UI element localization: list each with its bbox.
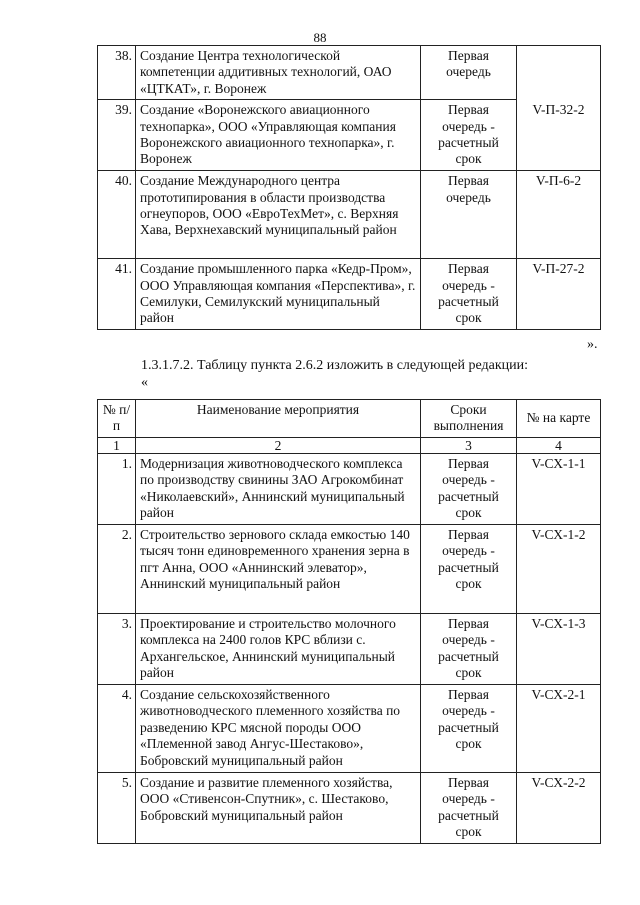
row-number: 41. — [98, 259, 136, 330]
row-term: Первая очередь - расчетный срок — [421, 454, 517, 525]
row-term: Первая очередь - расчетный срок — [421, 614, 517, 685]
row-term: Первая очередь - расчетный срок — [421, 685, 517, 773]
table-measures — [97, 399, 601, 844]
row-name: Создание Международного центра прототипирования в области производства огнеупоров, ООО «ЕвроТехМет», с. Верхняя Хава, Верхнехавский муниципальный район — [136, 171, 421, 259]
row-term: Первая очередь - расчетный срок — [421, 259, 517, 330]
paragraph-text: 1.3.1.7.2. Таблицу пункта 2.6.2 изложить в следующей редакции: — [141, 358, 529, 373]
row-code — [517, 46, 601, 171]
header-num: № п/п — [98, 400, 136, 438]
table-row — [98, 685, 601, 773]
table-continuation — [97, 45, 601, 330]
row-name: Создание и развитие племенного хозяйства, ООО «Стивенсон-Спутник», с. Шестаково, Бобровский муниципальный район — [136, 773, 421, 844]
row-code: V-П-6-2 — [517, 171, 601, 259]
table-row — [98, 454, 601, 525]
row-number: 5. — [98, 773, 136, 844]
row-name: Модернизация животноводческого комплекса по производству свинины ЗАО Агрокомбинат «Николаевский», Аннинский муниципальный район — [136, 454, 421, 525]
row-term: Первая очередь — [421, 46, 517, 100]
row-code: V-СХ-2-2 — [517, 773, 601, 844]
table-row — [98, 773, 601, 844]
table-header-row — [98, 400, 601, 438]
row-number: 3. — [98, 614, 136, 685]
table-row — [98, 171, 601, 259]
index-cell: 3 — [421, 438, 517, 454]
row-number: 40. — [98, 171, 136, 259]
header-term: Сроки выполнения — [421, 400, 517, 438]
table-row — [98, 614, 601, 685]
row-term: Первая очередь - расчетный срок — [421, 773, 517, 844]
row-term: Первая очередь — [421, 171, 517, 259]
index-cell: 4 — [517, 438, 601, 454]
row-term: Первая очередь - расчетный срок — [421, 525, 517, 614]
row-code-text: V-П-32-2 — [532, 101, 585, 117]
index-cell: 1 — [98, 438, 136, 454]
row-code: V-СХ-1-2 — [517, 525, 601, 614]
row-term: Первая очередь - расчетный срок — [421, 100, 517, 171]
opening-quote: « — [141, 375, 148, 390]
table-row — [98, 46, 601, 100]
table-row — [98, 525, 601, 614]
closing-quote: ». — [587, 337, 598, 352]
row-name: Создание сельскохозяйственного животноводческого племенного хозяйства по разведению КРС мясной породы ООО «Племенной завод Ангус-Шестаково», Бобровский муниципальный район — [136, 685, 421, 773]
row-number: 39. — [98, 100, 136, 171]
row-number: 1. — [98, 454, 136, 525]
row-code: V-СХ-1-3 — [517, 614, 601, 685]
row-name: Создание промышленного парка «Кедр-Пром», ООО Управляющая компания «Перспектива», г. Семилуки, Семилукский муниципальный район — [136, 259, 421, 330]
page-number: 88 — [313, 30, 327, 45]
index-cell: 2 — [136, 438, 421, 454]
row-code: V-П-27-2 — [517, 259, 601, 330]
row-name: Проектирование и строительство молочного комплекса на 2400 голов КРС вблизи с. Архангельское, Аннинский муниципальный район — [136, 614, 421, 685]
row-number: 2. — [98, 525, 136, 614]
row-number: 4. — [98, 685, 136, 773]
row-name: Создание «Воронежского авиационного технопарка», ООО «Управляющая компания Воронежского авиационного технопарка», г. Воронеж — [136, 100, 421, 171]
table-row — [98, 259, 601, 330]
row-name: Создание Центра технологической компетенции аддитивных технологий, ОАО «ЦТКАТ», г. Воронеж — [136, 46, 421, 100]
header-code: № на карте — [517, 400, 601, 438]
table-index-row — [98, 438, 601, 454]
header-name: Наименование мероприятия — [136, 400, 421, 438]
row-name: Строительство зернового склада емкостью 140 тысяч тонн единовременного хранения зерна в пгт Анна, ООО «Аннинский элеватор», Аннинский муниципальный район — [136, 525, 421, 614]
row-code: V-СХ-1-1 — [517, 454, 601, 525]
row-code: V-СХ-2-1 — [517, 685, 601, 773]
row-number: 38. — [98, 46, 136, 100]
